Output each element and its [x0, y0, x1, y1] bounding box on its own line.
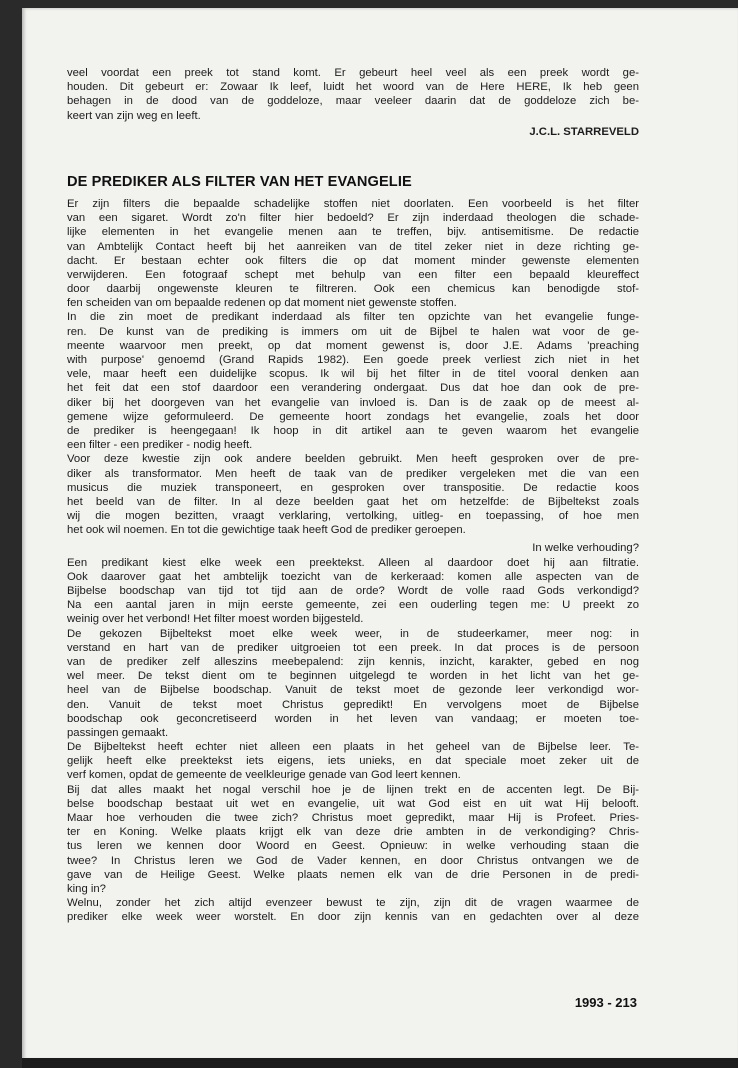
text-line: van een sigaret. Wordt zo'n filter hier bedoeld? Er zijn inderdaad theologen die schade- — [67, 212, 639, 225]
text-line: meente waarvoor men preekt, op dat moment gewenst is, door J.E. Adams 'preaching — [67, 339, 639, 352]
text-line: king in? — [67, 882, 106, 895]
text-line: heel van de Bijbelse boodschap. Vanuit de tekst moet de gezonde leer verkondigd wor- — [67, 684, 639, 697]
text-line: passingen gemaakt. — [67, 726, 169, 739]
text-line: Voor deze kwestie zijn ook andere beelden gebruikt. Men heeft gesproken over de pre- — [67, 453, 639, 466]
text-line: de prediker is heengegaan! Ik hoop in dit artikel aan te geven waarom het evangelie — [67, 424, 639, 437]
text-line: keert van zijn weg en leeft. — [67, 109, 201, 122]
text-line: verf komen, opdat de gemeente de veelkleurige genade van God leert kennen. — [67, 769, 461, 782]
text-line: prediker elke week weer worstelt. En door zijn kennis van en gedachten over al deze — [67, 911, 639, 924]
text-line: twee? In Christus leren we God de Vader kennen, en door Christus ontvangen we de — [67, 854, 639, 867]
text-line: door daarbij ongewenste kleuren te filtreren. Ook een chemicus kan benodigde stof- — [67, 283, 639, 296]
text-line: behagen in de dood van de goddeloze, maar veeleer daarin dat de goddeloze zich be- — [67, 95, 639, 108]
page-bottom-edge — [22, 1058, 738, 1068]
text-line: een filter - een prediker - nodig heeft. — [67, 439, 253, 452]
paragraph — [67, 896, 639, 924]
text-line: gelijk heeft elke preektekst iets eigens, iets unieks, en dat speciale moet zeker uit de — [67, 755, 639, 768]
text-line: De Bijbeltekst heeft echter niet alleen een plaats in het geheel van de Bijbelse leer. Te- — [67, 741, 639, 754]
intro-paragraph — [67, 66, 639, 123]
text-line: veel voordat een preek tot stand komt. Er gebeurt heel veel als een preek wordt ge- — [67, 67, 639, 79]
text-line: het beeld van de filter. In al deze beelden gaat het om hetzelfde: de Bijbeltekst zoals — [67, 495, 639, 508]
text-line: het ook wil noemen. En tot die gewichtige taak heeft God de prediker geroepen. — [67, 524, 466, 537]
page-number: 1993 - 213 — [574, 995, 637, 1010]
section-subheading: In welke verhouding? — [532, 542, 639, 555]
text-line: lijke elementen in het evangelie menen aan te treffen, bijv. antisemitisme. De redactie — [67, 226, 639, 239]
text-line: ren. De kunst van de prediking is immers om uit de Bijbel te halen wat voor de ge- — [67, 325, 639, 338]
text-line: gemene wijze geformuleerd. De gemeente hoort zondags het evangelie, zoals het door — [67, 410, 639, 423]
text-line: van de prediker zelf alleszins meebepalend: zijn kennis, inzicht, karakter, gebed en nog — [67, 655, 639, 668]
text-line: het feit dat een stof daardoor een verandering ondergaat. Dus dat hoe dan ook de pre- — [67, 382, 639, 395]
article-body — [67, 66, 639, 925]
text-line: ter en Koning. Welke plaats krijgt elk van deze drie ambten in de verkondiging? Chris- — [67, 826, 639, 839]
text-line: Een predikant kiest elke week een preektekst. Alleen al daardoor doet hij aan filtratie. — [67, 556, 639, 569]
text-line: weinig over het verbond! Het filter moest worden bijgesteld. — [67, 613, 364, 626]
text-line: wel meer. De tekst dient om te beginnen uitgelegd te worden in het licht van het ge- — [67, 670, 639, 683]
author-signature: J.C.L. STARREVELD — [529, 125, 639, 138]
text-line: Ook daarover gaat het ambtelijk toezicht van de kerkeraad: komen alle aspecten van de — [67, 570, 639, 583]
text-line: belse boodschap bestaat uit wet en evangelie, uit wat God eist en uit wat Hij belooft. — [67, 797, 639, 810]
text-line: dacht. Er bestaan echter ook filters die op dat moment minder gewenste elementen — [67, 254, 639, 267]
paragraph — [67, 556, 639, 627]
paragraph — [67, 740, 639, 783]
text-line: van Ambtelijk Contact heeft bij het aanreiken van de titel zeker niet in deze richting ge- — [67, 240, 639, 253]
text-line: diker als transformator. Men heeft de taak van de prediker vergeleken met die van een — [67, 467, 639, 480]
text-line: Er zijn filters die bepaalde schadelijke stoffen niet doorlaten. Een voorbeeld is het filter — [67, 197, 639, 210]
paragraph — [67, 627, 639, 741]
text-line: Maar hoe verhouden die twee zich? Christus moet gepredikt, maar Hij is Profeet. Pries- — [67, 812, 639, 825]
text-line: fen scheiden van om bepaalde redenen op dat moment niet gewenste stoffen. — [67, 297, 457, 310]
text-line: boodschap ook geconcretiseerd worden in het leven van vandaag; er moeten toe- — [67, 712, 639, 725]
text-line: Welnu, zonder het zich altijd evenzeer bewust te zijn, zijn dit de vragen waarmee de — [67, 897, 639, 910]
text-line: wij die mogen bezitten, vraagt verklaring, vertolking, uitleg- en toepassing, of hoe men — [67, 510, 639, 523]
text-line: diker bij het doorgeven van het evangelie van invloed is. Dan is de zaak op de meest al- — [67, 396, 639, 409]
text-line: musicus die muziek transponeert, en gesproken over transpositie. De redactie koos — [67, 481, 639, 494]
text-line: verstand en hart van de prediker uitgroeien tot een preek. In dat proces is de persoon — [67, 641, 639, 654]
text-line: Bij dat alles maakt het nogal verschil hoe je de lijnen trekt en de accenten legt. De Bij- — [67, 783, 639, 796]
text-line: Na een aantal jaren in mijn eerste gemeente, zei een ouderling tegen me: U preekt zo — [67, 599, 639, 612]
text-line: tus leren we kennen door Woord en Geest. Opnieuw: in welke verhouding staan die — [67, 840, 639, 853]
text-line: verwijderen. Een fotograaf schept met behulp van een filter een bepaald kleureffect — [67, 268, 639, 281]
text-line: Bijbelse boodschap van tijd tot tijd aan de orde? Wordt de volle raad Gods verkondigd? — [67, 585, 639, 598]
text-line: vele, maar heeft een duidelijke scopus. Ik wil bij het filter in de titel vooral denken aan — [67, 368, 639, 381]
text-line: den. Vanuit de tekst moet Christus gepredikt! En vervolgens moet de Bijbelse — [67, 698, 639, 711]
paragraph — [67, 783, 639, 897]
article-heading: DE PREDIKER ALS FILTER VAN HET EVANGELIE — [67, 173, 412, 190]
text-line: gave van de Heilige Geest. Welke plaats nemen elk van de drie Personen in de predi- — [67, 868, 639, 881]
text-line: with purpose' genoemd (Grand Rapids 1982). Een goede preek verliest zich niet in het — [67, 354, 639, 367]
paragraph — [67, 310, 639, 452]
paragraph — [67, 452, 639, 537]
text-line: houden. Dit gebeurt er: Zowaar Ik leef, luidt het woord van de Here HERE, Ik heb geen — [67, 81, 639, 94]
text-line: In die zin moet de predikant inderdaad als filter ten opzichte van het evangelie funge- — [67, 311, 639, 324]
paragraph — [67, 197, 639, 311]
text-line: De gekozen Bijbeltekst moet elke week weer, in de studeerkamer, meer nog: in — [67, 627, 639, 640]
